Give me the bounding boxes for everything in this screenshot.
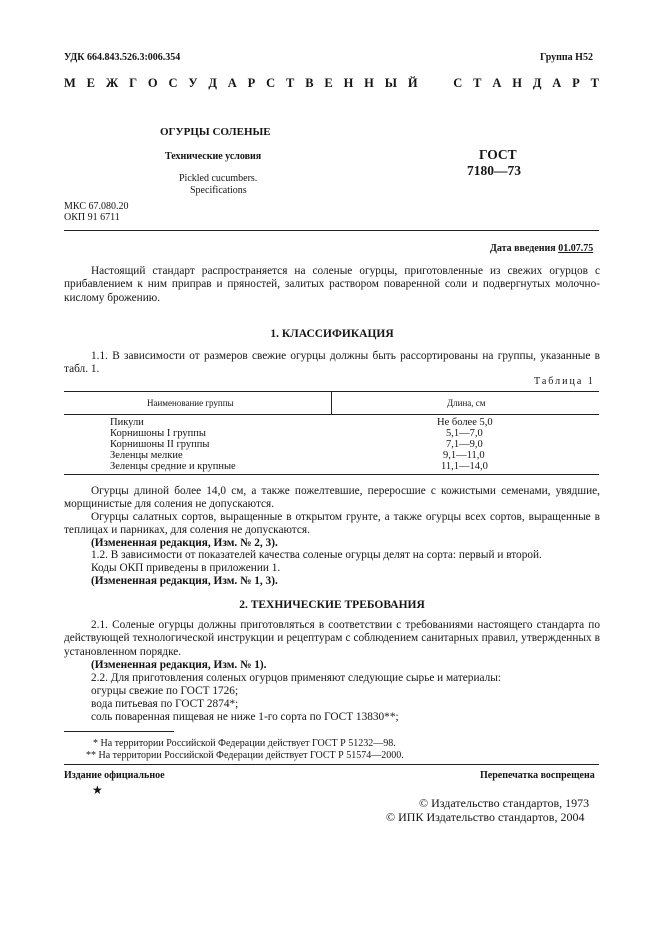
banner-letter: С [168, 76, 178, 90]
banner-letter: О [147, 76, 158, 90]
section-1-heading: 1. КЛАССИФИКАЦИЯ [270, 328, 394, 340]
table-caption: Таблица 1 [534, 376, 595, 387]
official-edition: Издание официальное [64, 770, 165, 781]
banner-letter: Т [473, 76, 482, 90]
banner-letter: Ы [384, 76, 398, 90]
gost-label: ГОСТ [479, 147, 517, 162]
paragraph-2-2: 2.2. Для приготовления соленых огурцов применяют следующие сырье и материалы: [91, 672, 501, 684]
intro-paragraph: Настоящий стандарт распространяется на соленые огурцы, приготовленные из свежих огурцов с прибавлением к ним приправ и пряностей, залитых раствором поваренной соли и подвергнутых молочно-кислому брожению. [64, 265, 600, 304]
banner-letter: С [453, 76, 463, 90]
table-cell-length: 5,1—7,0 [446, 428, 483, 439]
banner-letter: Г [129, 76, 138, 90]
table-column-divider [331, 391, 332, 414]
banner-letter: У [188, 76, 198, 90]
list-item: вода питьевая по ГОСТ 2874*; [91, 698, 239, 710]
paragraph-after-table-1: Огурцы длиной более 14,0 см, а также пожелтевшие, переросшие с кожистыми семенами, увядшие, морщинистые для соления не допускаются. [64, 485, 600, 511]
list-item: огурцы свежие по ГОСТ 1726; [91, 685, 239, 697]
edit-note: (Измененная редакция, Изм. № 2, 3). [91, 537, 278, 549]
edit-note: (Измененная редакция, Изм. № 1, 3). [91, 575, 278, 587]
banner-letter: Т [286, 76, 295, 90]
copyright-2004: © ИПК Издательство стандартов, 2004 [386, 810, 585, 824]
paragraph-after-table-2: Огурцы салатных сортов, выращенные в открытом грунте, а также огурцы всех сортов, выращенные в теплицах и парниках, для соления не допускаются. [64, 511, 600, 537]
okp-code: ОКП 91 6711 [64, 212, 120, 223]
banner-letter: Т [590, 76, 599, 90]
copyright-1973: © Издательство стандартов, 1973 [419, 796, 590, 810]
english-title-line2: Specifications [190, 185, 247, 196]
okp-note: Коды ОКП приведены в приложении 1. [91, 562, 281, 574]
banner-letter: Д [208, 76, 217, 90]
english-title-line1: Pickled cucumbers. [179, 173, 258, 184]
banner-letter: Н [343, 76, 354, 90]
table-cell-name: Зеленцы средние и крупные [110, 461, 236, 472]
paragraph-2-1: 2.1. Соленые огурцы должны приготовляться в соответствии с требованиями настоящего стандарта по действующей технологической инструкции и рецептурам с соблюдением санитарных правил, утвержденных в установленном порядке. [64, 619, 600, 658]
banner-letter: Й [407, 76, 418, 90]
intro-date [490, 243, 593, 254]
table-cell-length: 7,1—9,0 [446, 439, 483, 450]
list-item: соль поваренная пищевая не ниже 1-го сорта по ГОСТ 13830**; [91, 711, 399, 723]
banner-letter: А [227, 76, 237, 90]
footnote-2: ** На территории Российской Федерации действует ГОСТ Р 51574—2000. [86, 750, 404, 761]
divider [64, 230, 599, 231]
banner-letter: А [552, 76, 562, 90]
table-cell-name: Зеленцы мелкие [110, 450, 183, 461]
document-title: ОГУРЦЫ СОЛЕНЫЕ [160, 126, 271, 138]
section-2-heading: 2. ТЕХНИЧЕСКИЕ ТРЕБОВАНИЯ [239, 599, 425, 611]
banner-letter: Д [532, 76, 542, 90]
banner-letter: Н [364, 76, 374, 90]
table-cell-length: Не более 5,0 [437, 417, 493, 428]
banner-letter: Н [512, 76, 522, 90]
intro-date-value: 01.07.75 [558, 243, 594, 254]
standard-banner [64, 76, 599, 91]
star-icon: ★ [92, 783, 103, 797]
banner-letter: Е [324, 76, 333, 90]
intro-date-label: Дата введения [490, 243, 556, 254]
banner-letter: А [492, 76, 502, 90]
banner-letter: Е [86, 76, 95, 90]
table-header-name: Наименование группы [147, 398, 234, 408]
table-cell-name: Пикули [110, 417, 144, 428]
banner-letter: Ж [105, 76, 119, 90]
banner-letter: С [266, 76, 276, 90]
banner-letter: В [305, 76, 314, 90]
footnote-1: * На территории Российской Федерации действует ГОСТ Р 51232—98. [93, 738, 396, 749]
group-code: Группа Н52 [540, 52, 593, 63]
table-cell-length: 11,1—14,0 [441, 461, 488, 472]
footnote-rule [64, 731, 174, 732]
banner-letter: Р [247, 76, 256, 90]
table-cell-length: 9,1—11,0 [443, 450, 485, 461]
document-subtitle: Технические условия [165, 151, 262, 162]
paragraph-1-2: 1.2. В зависимости от показателей качества соленые огурцы делят на сорта: первый и второй. [91, 549, 542, 561]
reprint-prohibited: Перепечатка воспрещена [480, 770, 595, 781]
table-header-length: Длина, см [447, 398, 486, 408]
banner-letter: М [64, 76, 76, 90]
footer-rule [64, 764, 599, 765]
mks-code: МКС 67.080.20 [64, 201, 129, 212]
table-cell-name: Корнишоны II группы [110, 439, 210, 450]
table-header-rule [64, 414, 599, 415]
table-bottom-rule [64, 474, 599, 475]
edit-note: (Измененная редакция, Изм. № 1). [91, 659, 267, 671]
paragraph-1-1: 1.1. В зависимости от размеров свежие огурцы должны быть рассортированы на группы, указанные в табл. 1. [64, 350, 600, 376]
table-cell-name: Корнишоны I группы [110, 428, 206, 439]
gost-number: 7180—73 [467, 163, 521, 178]
banner-letter: Р [572, 76, 580, 90]
udk-code: УДК 664.843.526.3:006.354 [64, 52, 181, 63]
